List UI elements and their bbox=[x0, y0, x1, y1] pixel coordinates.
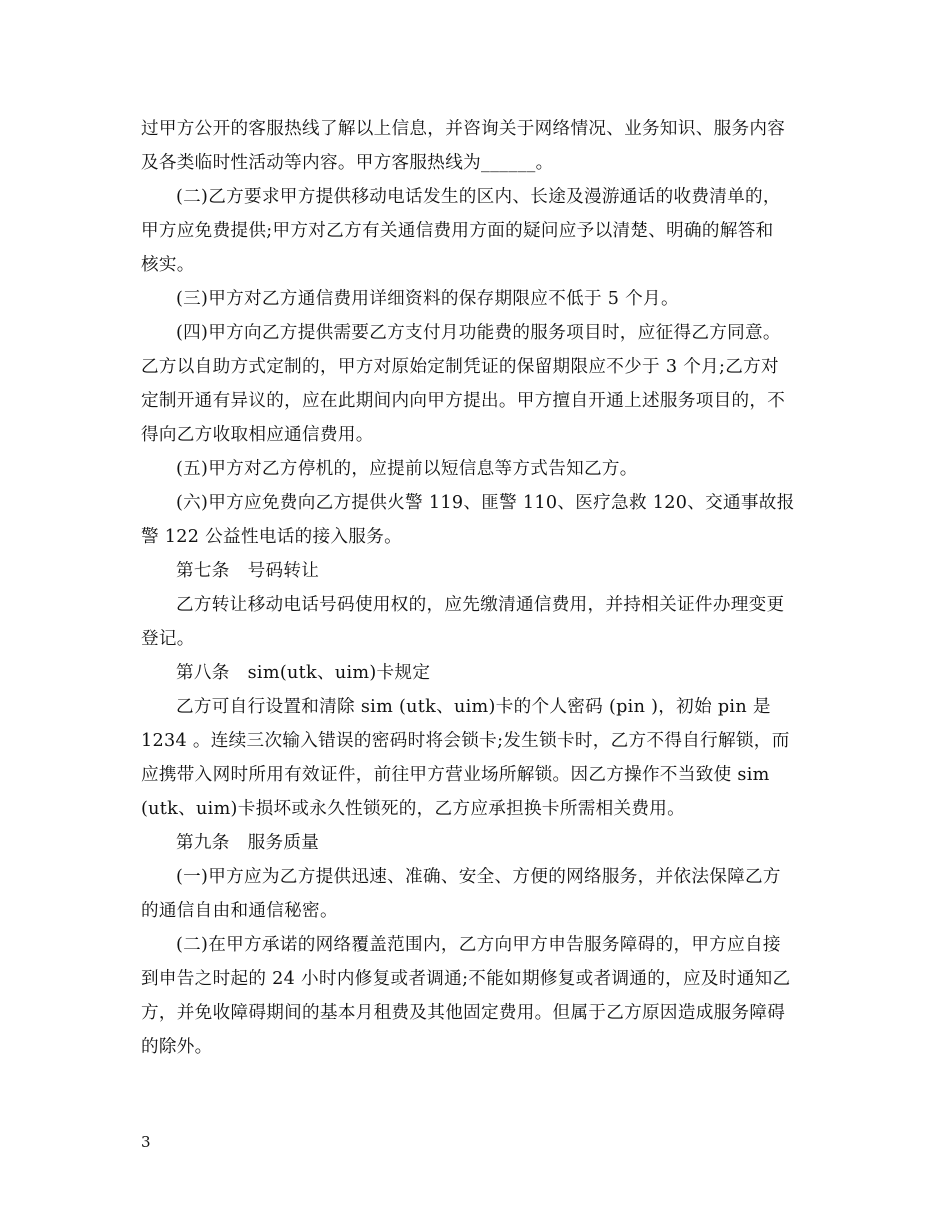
text-line: (二)乙方要求甲方提供移动电话发生的区内、长途及漫游通话的收费清单的， bbox=[176, 187, 781, 207]
text-line: 到申告之时起的 24 小时内修复或者调通;不能如期修复或者调通的，应及时通知乙 bbox=[141, 969, 791, 989]
text-line: 定制开通有异议的，应在此期间内向甲方提出。甲方擅自开通上述服务项目的，不 bbox=[141, 391, 786, 411]
text-line: (utk、uim)卡损坏或永久性锁死的，乙方应承担换卡所需相关费用。 bbox=[141, 799, 686, 819]
text-line: (四)甲方向乙方提供需要乙方支付月功能费的服务项目时，应征得乙方同意。 bbox=[176, 323, 781, 343]
text-line: (二)在甲方承诺的网络覆盖范围内，乙方向甲方申告服务障碍的，甲方应自接 bbox=[176, 935, 781, 955]
text-line: 的除外。 bbox=[141, 1037, 213, 1057]
text-line: 乙方以自助方式定制的，甲方对原始定制凭证的保留期限应不少于 3 个月;乙方对 bbox=[141, 357, 779, 377]
text-line: 乙方可自行设置和清除 sim (utk、uim)卡的个人密码 (pin )，初始 pin 是 bbox=[176, 697, 771, 717]
text-line: (三)甲方对乙方通信费用详细资料的保存期限应不低于 5 个月。 bbox=[176, 289, 679, 309]
text-line: (一)甲方应为乙方提供迅速、准确、安全、方便的网络服务，并依法保障乙方 bbox=[176, 867, 781, 887]
text-line: 1234 。连续三次输入错误的密码时将会锁卡;发生锁卡时，乙方不得自行解锁，而 bbox=[141, 731, 790, 751]
document-body bbox=[141, 112, 811, 1064]
text-line: 乙方转让移动电话号码使用权的，应先缴清通信费用，并持相关证件办理变更 bbox=[176, 595, 785, 615]
text-line: (六)甲方应免费向乙方提供火警 119、匪警 110、医疗急救 120、交通事故报 bbox=[176, 493, 795, 513]
text-line: 第九条 服务质量 bbox=[176, 833, 320, 853]
text-line: 甲方应免费提供;甲方对乙方有关通信费用方面的疑问应予以清楚、明确的解答和 bbox=[141, 221, 774, 241]
text-line: 及各类临时性活动等内容。甲方客服热线为______。 bbox=[141, 153, 554, 173]
page-number: 3 bbox=[141, 1133, 151, 1151]
text-line: (五)甲方对乙方停机的，应提前以短信息等方式告知乙方。 bbox=[176, 459, 638, 479]
text-line: 登记。 bbox=[141, 629, 195, 649]
text-line: 第八条 sim(utk、uim)卡规定 bbox=[176, 663, 431, 683]
text-line: 应携带入网时所用有效证件，前往甲方营业场所解锁。因乙方操作不当致使 sim bbox=[141, 765, 770, 785]
text-line: 过甲方公开的客服热线了解以上信息，并咨询关于网络情况、业务知识、服务内容 bbox=[141, 119, 786, 139]
text-line: 第七条 号码转让 bbox=[176, 561, 320, 581]
text-line: 的通信自由和通信秘密。 bbox=[141, 901, 338, 921]
text-line: 核实。 bbox=[141, 255, 195, 275]
text-line: 方，并免收障碍期间的基本月租费及其他固定费用。但属于乙方原因造成服务障碍 bbox=[141, 1003, 786, 1023]
text-line: 警 122 公益性电话的接入服务。 bbox=[141, 527, 402, 547]
text-line: 得向乙方收取相应通信费用。 bbox=[141, 425, 374, 445]
